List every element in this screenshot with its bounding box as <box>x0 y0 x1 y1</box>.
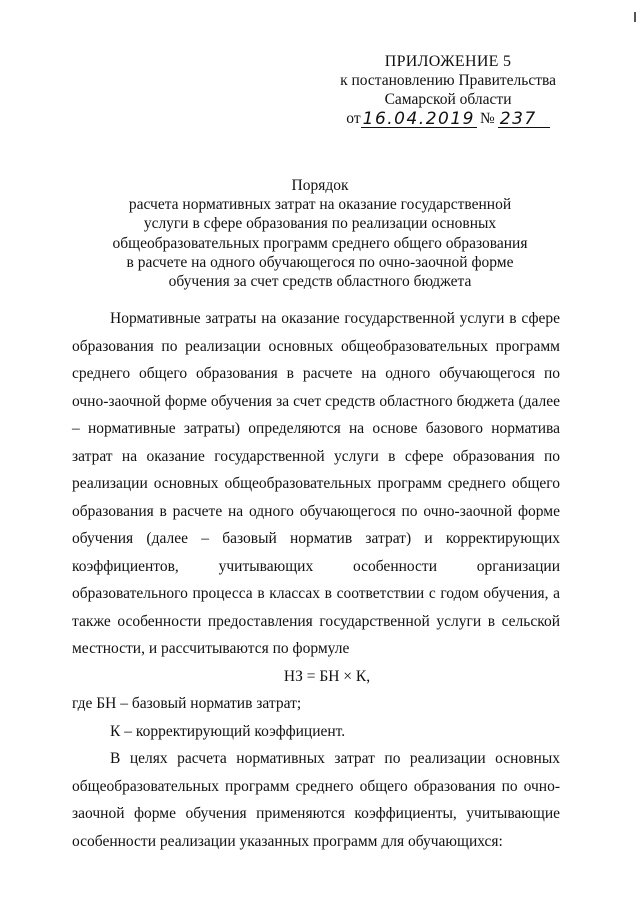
decree-date-number <box>346 109 549 128</box>
title-line-5: обучения за счет средств областного бюджета <box>168 273 472 291</box>
title-heading: Порядок <box>291 177 349 194</box>
formula: НЗ = БН × К, <box>283 667 371 685</box>
from-label: от <box>346 110 361 127</box>
formula-legend-1: где БН – базовый норматив затрат; <box>72 695 302 712</box>
document-title <box>80 176 560 291</box>
appendix-title: ПРИЛОЖЕНИЕ 5 <box>384 53 512 70</box>
appendix-line-1: к постановлению Правительства <box>340 72 556 89</box>
title-line-3: общеобразовательных программ среднего общего образования <box>112 234 528 252</box>
appendix-line-2: Самарской области <box>384 91 512 108</box>
scan-mark <box>634 12 636 22</box>
decree-number: 237 <box>498 111 550 128</box>
formula-legend-2: К – корректирующий коэффициент. <box>110 722 346 740</box>
decree-date: 16.04.2019 <box>362 109 475 129</box>
paragraph-1: Нормативные затраты на оказание государственной услуги в сфере образования по реализации основных общеобразовательных программ среднего общего образования в расчете на одного обучающегося по очно-заочной форме обучения за счет средств областного бюджета (далее – нормативные затраты) определяются на основе базового норматива затрат на оказание государственной услуги в сфере образования по реализации основных общеобразовательных программ среднего общего образования в расчете на одного обучающегося по очно-заочной форме обучения (далее – базовый норматив затрат) и корректирующих коэффициентов, учитывающих особенности организации образовательного процесса в классах в соответствии с годом обучения, а также особенности предоставления государственной услуги в сельской местности, и рассчитываются по формуле <box>72 310 560 657</box>
title-line-2: услуги в сфере образования по реализации основных <box>143 215 497 233</box>
title-line-1: расчета нормативных затрат на оказание государственной <box>128 196 512 214</box>
appendix-header <box>340 52 556 128</box>
title-line-4: в расчете на одного обучающегося по очно-заочной форме <box>126 253 514 271</box>
paragraph-2: В целях расчета нормативных затрат по реализации основных общеобразовательных программ среднего общего образования по очно-заочной форме обучения применяются коэффициенты, учитывающие особенности реализации указанных программ для обучающихся: <box>72 750 560 850</box>
document-body <box>72 305 560 855</box>
number-label: № <box>479 110 495 127</box>
